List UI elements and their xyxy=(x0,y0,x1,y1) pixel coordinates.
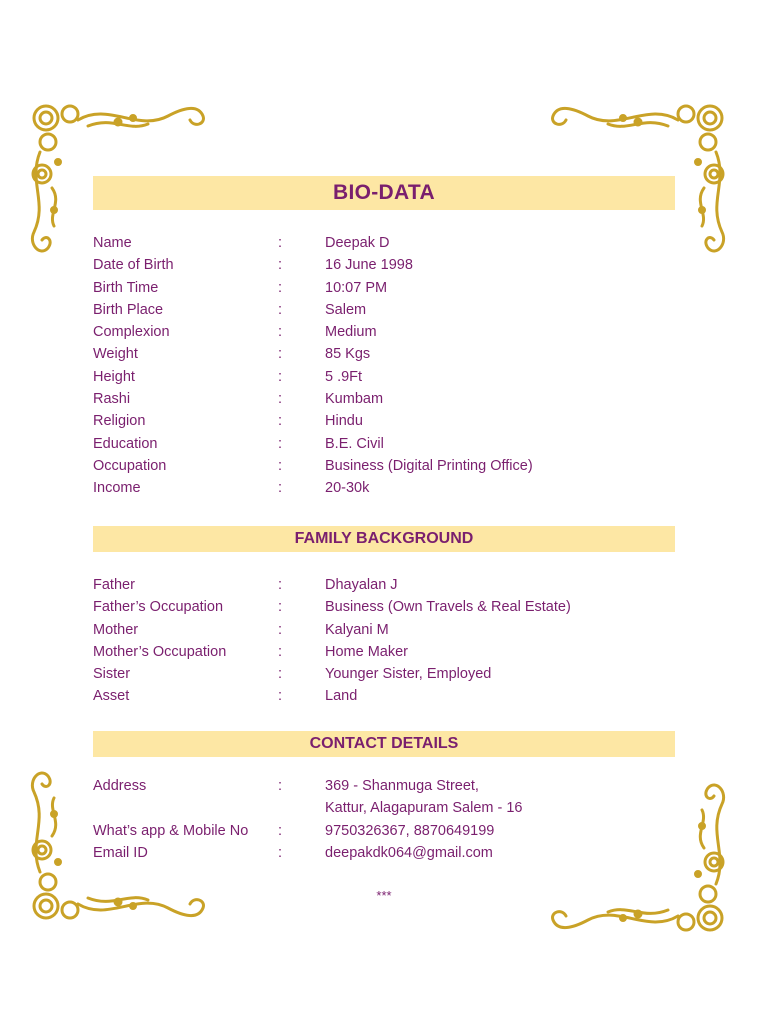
detail-label: What’s app & Mobile No xyxy=(93,822,249,839)
detail-row-weight xyxy=(93,343,693,365)
detail-separator: : xyxy=(278,413,283,430)
contact-row-address-line-2 xyxy=(93,797,693,819)
detail-value: 9750326367, 8870649199 xyxy=(325,822,495,839)
detail-label: Name xyxy=(93,235,132,251)
detail-separator: : xyxy=(278,643,283,660)
biodata-title: BIO-DATA xyxy=(93,176,675,210)
detail-value: B.E. Civil xyxy=(325,435,384,452)
contact-row-address xyxy=(93,775,693,797)
detail-label: Father’s Occupation xyxy=(93,599,224,616)
detail-label: Address xyxy=(93,778,147,794)
family-row-fathers-occupation xyxy=(93,596,693,618)
detail-label: Rashi xyxy=(93,391,131,408)
family-details xyxy=(93,574,693,708)
detail-row-name xyxy=(93,232,693,254)
detail-value: Medium xyxy=(325,324,377,341)
detail-label: Complexion xyxy=(93,324,170,341)
detail-separator: : xyxy=(278,621,283,638)
personal-details xyxy=(93,232,693,500)
detail-separator: : xyxy=(278,279,283,296)
detail-value: 16 June 1998 xyxy=(325,257,413,274)
detail-separator: : xyxy=(278,688,283,705)
detail-value: deepakdk064@gmail.com xyxy=(325,844,493,861)
detail-value: 10:07 PM xyxy=(325,279,388,296)
contact-row-email xyxy=(93,842,693,864)
detail-value: Deepak D xyxy=(325,235,390,251)
detail-label: Birth Time xyxy=(93,279,159,296)
detail-value: Business (Own Travels & Real Estate) xyxy=(325,599,571,616)
detail-row-rashi xyxy=(93,388,693,410)
detail-label: Date of Birth xyxy=(93,257,174,274)
detail-row-income xyxy=(93,477,693,499)
detail-separator: : xyxy=(278,346,283,363)
detail-value: Dhayalan J xyxy=(325,577,398,593)
detail-separator: : xyxy=(278,435,283,452)
detail-label: Mother xyxy=(93,621,139,638)
detail-label: Education xyxy=(93,435,158,452)
family-row-mothers-occupation xyxy=(93,641,693,663)
contact-details-heading: CONTACT DETAILS xyxy=(93,731,675,757)
detail-row-religion xyxy=(93,410,693,432)
detail-separator: : xyxy=(278,822,283,839)
detail-separator: : xyxy=(278,844,283,861)
detail-label: Email ID xyxy=(93,844,148,861)
detail-label: Occupation xyxy=(93,457,167,474)
detail-separator: : xyxy=(278,778,283,794)
detail-label: Father xyxy=(93,577,135,593)
detail-value: Kalyani M xyxy=(325,621,389,638)
detail-separator: : xyxy=(278,577,283,593)
detail-value: 20-30k xyxy=(325,480,370,497)
detail-label: Income xyxy=(93,480,141,497)
detail-row-date-of-birth xyxy=(93,254,693,276)
detail-separator: : xyxy=(278,666,283,683)
detail-value: Hindu xyxy=(325,413,363,430)
detail-separator: : xyxy=(278,257,283,274)
detail-separator: : xyxy=(278,599,283,616)
detail-value: Salem xyxy=(325,301,367,318)
detail-label: Height xyxy=(93,368,135,385)
detail-row-occupation xyxy=(93,455,693,477)
detail-separator: : xyxy=(278,324,283,341)
family-row-asset xyxy=(93,685,693,707)
detail-separator: : xyxy=(278,368,283,385)
detail-label: Asset xyxy=(93,688,130,705)
detail-separator: : xyxy=(278,301,283,318)
detail-value: 5 .9Ft xyxy=(325,368,363,385)
family-row-sister xyxy=(93,663,693,685)
detail-row-birth-place xyxy=(93,299,693,321)
detail-value: Home Maker xyxy=(325,643,408,660)
detail-separator: : xyxy=(278,457,283,474)
detail-row-birth-time xyxy=(93,277,693,299)
contact-row-mobile xyxy=(93,820,693,842)
detail-row-education xyxy=(93,433,693,455)
contact-details xyxy=(93,775,693,864)
family-row-father xyxy=(93,574,693,596)
detail-row-height xyxy=(93,366,693,388)
detail-separator: : xyxy=(278,480,283,497)
end-mark: *** xyxy=(376,888,392,903)
detail-label: Sister xyxy=(93,666,131,683)
detail-value: Kattur, Alagapuram Salem - 16 xyxy=(325,800,523,817)
detail-value: Kumbam xyxy=(325,391,384,408)
detail-label: Weight xyxy=(93,346,138,363)
detail-row-complexion xyxy=(93,321,693,343)
detail-value: 85 Kgs xyxy=(325,346,371,363)
detail-label: Religion xyxy=(93,413,146,430)
detail-value: Land xyxy=(325,688,358,705)
detail-separator: : xyxy=(278,391,283,408)
family-background-heading: FAMILY BACKGROUND xyxy=(93,526,675,552)
detail-value: Business (Digital Printing Office) xyxy=(325,457,533,474)
detail-separator: : xyxy=(278,235,283,251)
family-row-mother xyxy=(93,619,693,641)
detail-label: Mother’s Occupation xyxy=(93,643,227,660)
detail-value: Younger Sister, Employed xyxy=(325,666,492,683)
detail-label: Birth Place xyxy=(93,301,164,318)
detail-value: 369 - Shanmuga Street, xyxy=(325,778,479,794)
